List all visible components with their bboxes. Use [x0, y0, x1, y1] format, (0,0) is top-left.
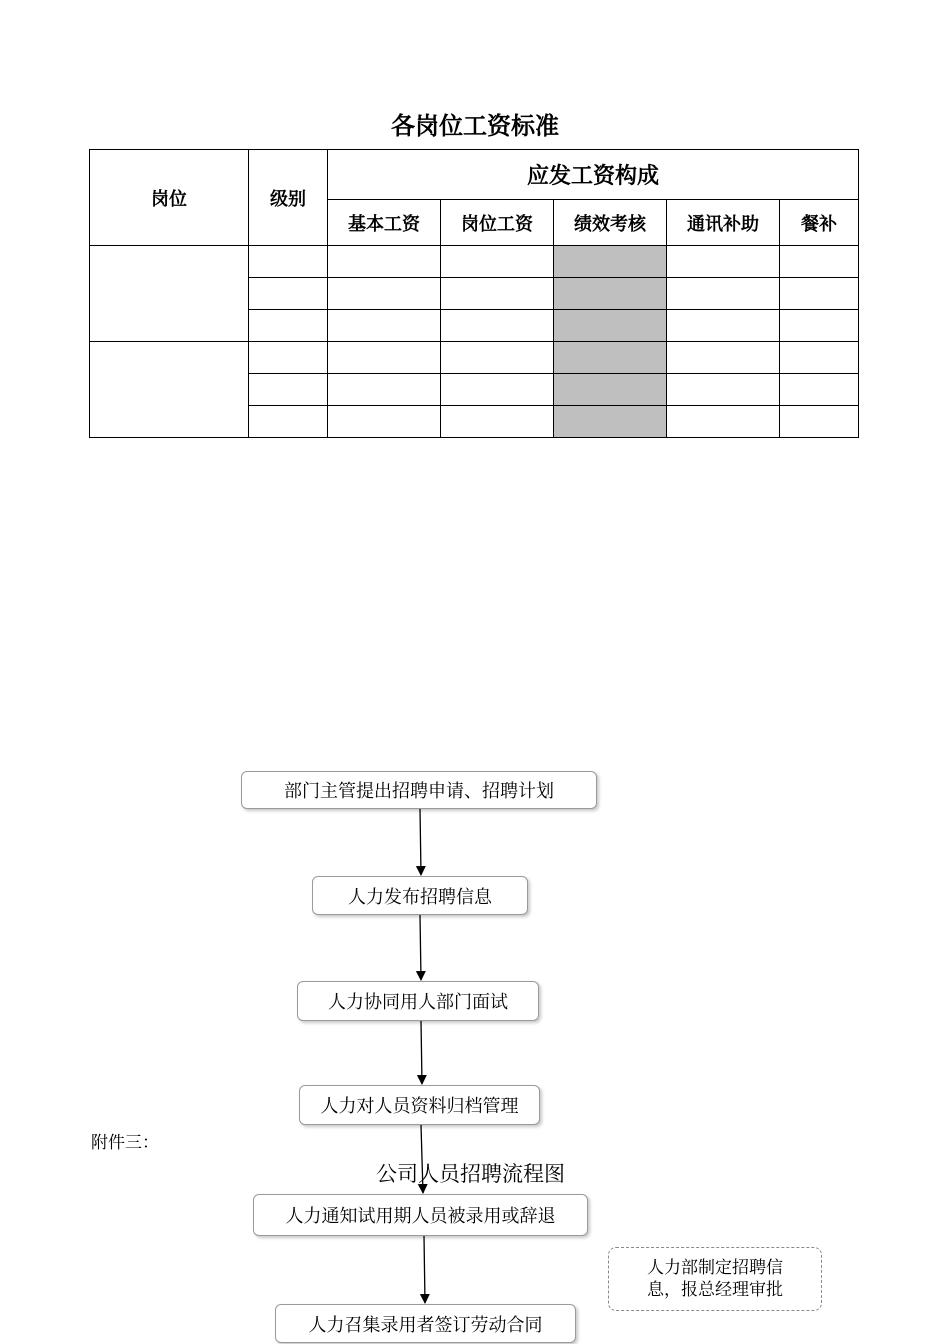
- header-position-salary: 岗位工资: [441, 200, 554, 246]
- header-basic-salary: 基本工资: [328, 200, 441, 246]
- header-level: 级别: [249, 150, 328, 246]
- flow-step-archive-records: 人力对人员资料归档管理: [299, 1085, 540, 1125]
- flow-arrow: [424, 1236, 425, 1303]
- header-performance: 绩效考核: [554, 200, 667, 246]
- flow-step-recruitment-request: 部门主管提出招聘申请、招聘计划: [241, 771, 597, 809]
- flowchart-side-note: [608, 1247, 822, 1311]
- flow-arrow: [421, 1021, 422, 1084]
- header-gross-pay-composition: 应发工资构成: [328, 150, 859, 200]
- header-communication-allowance: 通讯补助: [667, 200, 780, 246]
- header-position: 岗位: [90, 150, 249, 246]
- flow-arrow: [420, 915, 421, 980]
- flow-step-sign-contract: 人力召集录用者签订劳动合同: [275, 1304, 576, 1343]
- header-meal-allowance: 餐补: [780, 200, 859, 246]
- wage-table-title: 各岗位工资标准: [391, 112, 559, 140]
- flow-step-publish-info: 人力发布招聘信息: [312, 876, 528, 915]
- flow-step-interview: 人力协同用人部门面试: [297, 981, 539, 1021]
- flow-arrow: [420, 809, 421, 875]
- annex-label: 附件三：: [91, 1133, 159, 1153]
- side-note-text: 人力部制定招聘信息，报总经理审批: [647, 1258, 783, 1300]
- flowchart-title: 公司人员招聘流程图: [376, 1162, 565, 1186]
- flow-step-probation-notice: 人力通知试用期人员被录用或辞退: [253, 1194, 588, 1236]
